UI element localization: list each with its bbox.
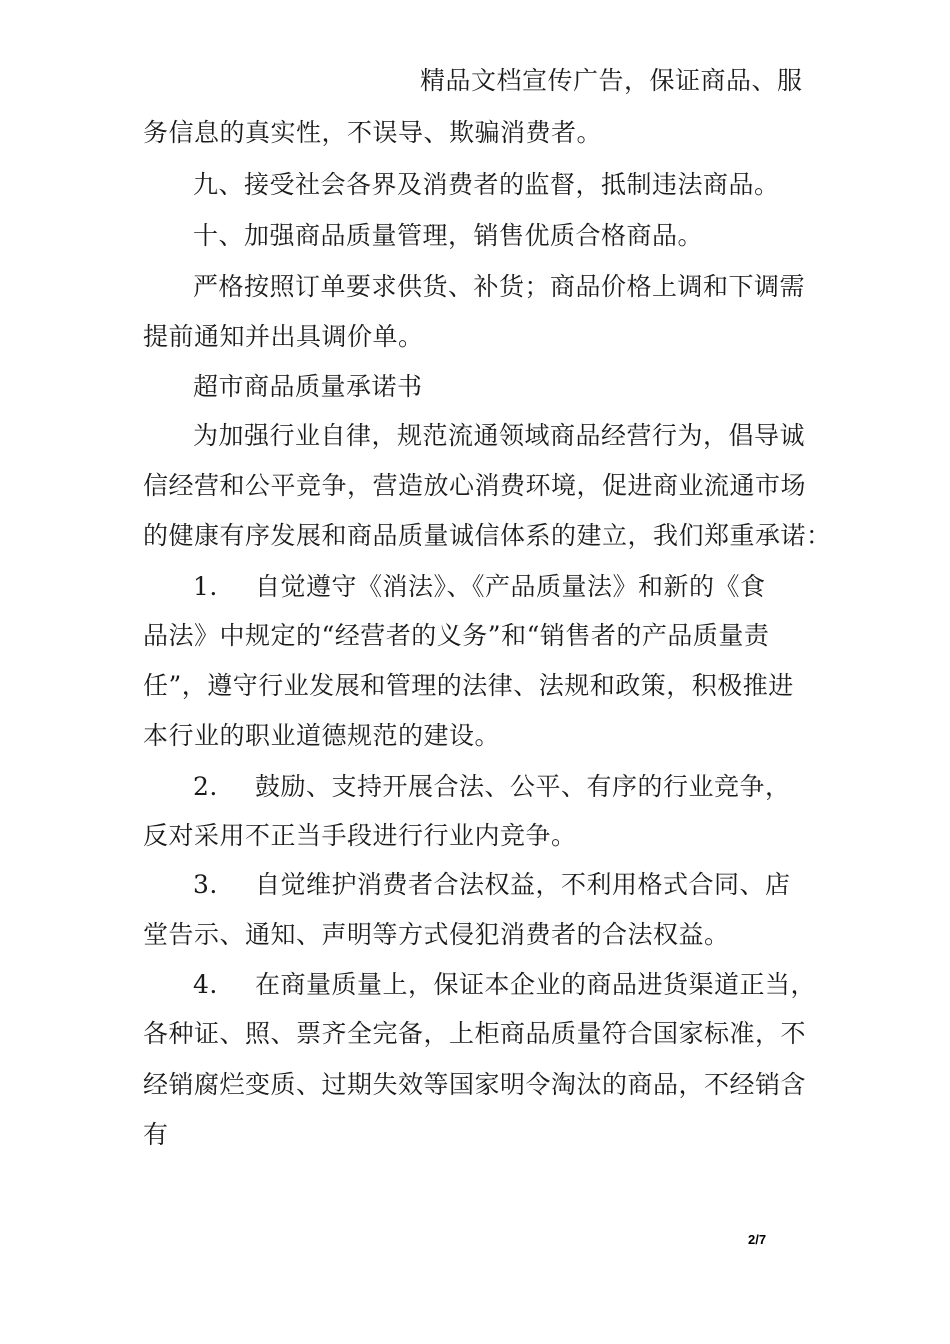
text-line: 经销腐烂变质、过期失效等国家明令淘汰的商品，不经销含: [143, 1070, 807, 1099]
text-line: 信经营和公平竞争，营造放心消费环境，促进商业流通市场: [143, 471, 807, 500]
list-item: [193, 970, 816, 1000]
list-item: [193, 772, 791, 802]
text-line: 在商量质量上，保证本企业的商品进货渠道正当，: [255, 970, 817, 999]
text-line: 任”，遵守行业发展和管理的法律、法规和政策，积极推进: [143, 671, 794, 700]
text-line: 九、接受社会各界及消费者的监督，抵制违法商品。: [193, 170, 780, 199]
text-line: 自觉维护消费者合法权益，不利用格式合同、店: [255, 870, 791, 899]
text-line: 为加强行业自律，规范流通领域商品经营行为，倡导诚: [193, 421, 806, 450]
text-line: 堂告示、通知、声明等方式侵犯消费者的合法权益。: [143, 920, 730, 949]
text-line: 精品文档宣传广告，保证商品、服: [420, 66, 803, 95]
text-line: 鼓励、支持开展合法、公平、有序的行业竞争，: [255, 772, 791, 801]
text-line: 有: [143, 1120, 169, 1149]
text-line: 提前通知并出具调价单。: [143, 322, 424, 351]
text-line: 自觉遵守《消法》、《产品质量法》和新的《食: [255, 572, 766, 601]
text-line: 十、加强商品质量管理，销售优质合格商品。: [193, 221, 704, 250]
item-number: 4.: [193, 970, 218, 999]
section-heading: 超市商品质量承诺书: [193, 372, 423, 401]
text-line: 品法》中规定的“经营者的义务”和“销售者的产品质量责: [143, 621, 770, 650]
item-number: 2.: [193, 772, 218, 801]
list-item: [193, 572, 766, 602]
text-line: 各种证、照、票齐全完备，上柜商品质量符合国家标准，不: [143, 1019, 807, 1048]
text-line: 反对采用不正当手段进行行业内竞争。: [143, 821, 577, 850]
text-line: 的健康有序发展和商品质量诚信体系的建立，我们郑重承诺：: [143, 521, 832, 550]
item-number: 3.: [193, 870, 218, 899]
list-item: [193, 870, 791, 900]
page-number: 2/7: [748, 1232, 767, 1247]
text-line: 严格按照订单要求供货、补货；商品价格上调和下调需: [193, 272, 806, 301]
text-line: 务信息的真实性，不误导、欺骗消费者。: [143, 118, 603, 147]
item-number: 1.: [193, 572, 218, 601]
text-line: 本行业的职业道德规范的建设。: [143, 721, 501, 750]
